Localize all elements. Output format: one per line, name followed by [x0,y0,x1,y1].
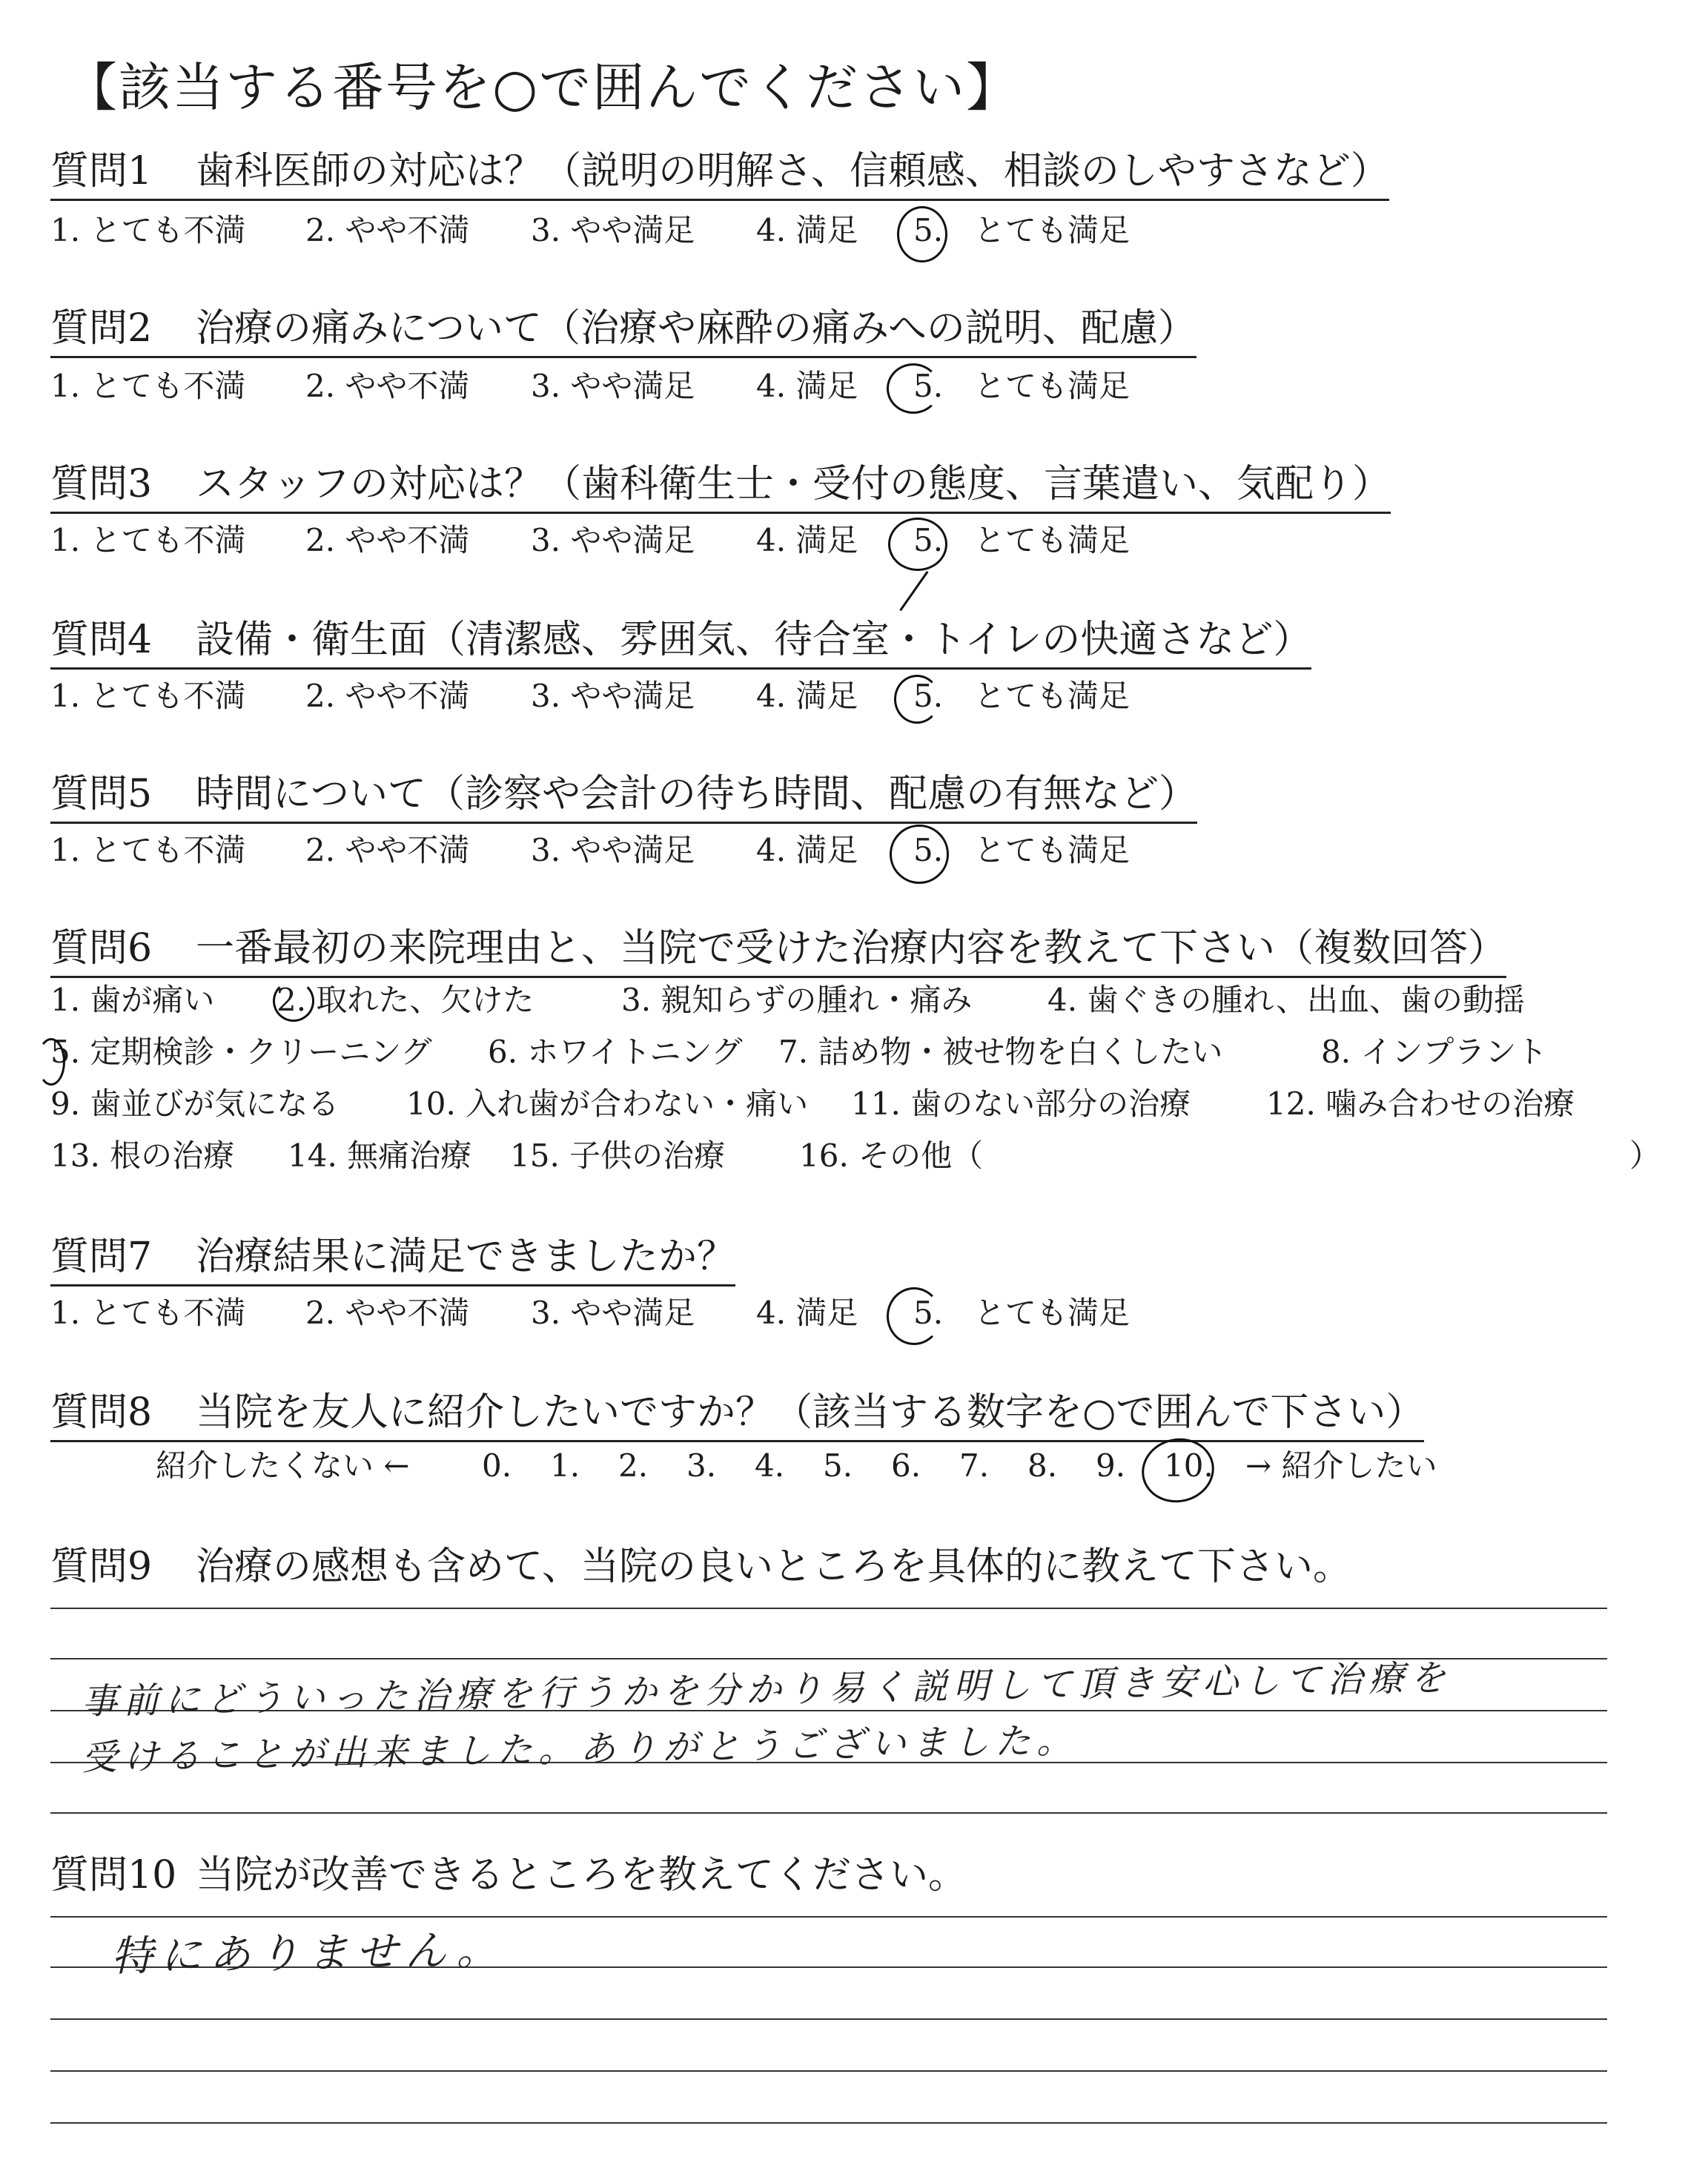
option-5-label: とても満足 [974,212,1131,248]
q10-handwritten-answer: 特にありません。 [110,1926,506,1981]
question-10 [50,1852,967,1903]
question-number: 質問8 [50,1390,153,1435]
option-5-label: とても満足 [974,678,1131,714]
q6-option-5[interactable]: 5. 定期検診・クリーニング [50,1034,432,1070]
option-1[interactable]: 1. とても不満 [50,368,246,404]
question-text: 一番最初の来院理由と、当院で受けた治療内容を教えて下さい（複数回答） [196,926,1507,971]
q6-option-11[interactable]: 11. 歯のない部分の治療 [851,1086,1191,1122]
question-3 [50,461,1391,514]
recommend-3[interactable]: 3. [686,1447,717,1484]
scale-options-q3 [50,521,1130,561]
q6-option-1[interactable]: 1. 歯が痛い [50,982,215,1018]
option-3[interactable]: 3. やや満足 [531,522,695,558]
scale-options-q7 [50,1293,1130,1333]
option-5[interactable]: 5. [913,832,944,868]
recommend-7[interactable]: 7. [959,1447,990,1484]
option-5-label: とても満足 [974,522,1131,558]
q6-option-6[interactable]: 6. ホワイトニング [488,1034,743,1070]
option-1[interactable]: 1. とても不満 [50,832,246,868]
q6-option-15[interactable]: 15. 子供の治療 [510,1137,726,1174]
q6-option-16[interactable]: 16. その他（ [799,1137,984,1174]
question-number: 質問4 [50,618,153,662]
option-1[interactable]: 1. とても不満 [50,212,246,248]
option-4[interactable]: 4. 満足 [756,522,858,558]
q9-handwritten-answer-line-1: 事前にどういった治療を行うかを分かり易く説明して頂き安心して治療を [81,1657,1452,1723]
question-text: 時間について（診察や会計の待ち時間、配慮の有無など） [196,772,1197,816]
question-number: 質問10 [50,1853,177,1898]
q6-option-16-close: ） [1629,1137,1661,1174]
option-5-label: とても満足 [974,832,1131,868]
answer-circle-q5 [890,825,949,884]
recommend-8[interactable]: 8. [1027,1447,1058,1484]
question-number: 質問5 [50,772,153,816]
question-1 [50,148,1389,201]
answer-circle-q8 [1136,1432,1220,1509]
question-number: 質問9 [50,1545,153,1589]
option-2[interactable]: 2. やや不満 [305,678,470,714]
question-number: 質問3 [50,462,153,506]
recommend-10[interactable]: 10. [1164,1447,1214,1484]
question-text: 治療の痛みについて（治療や麻酔の痛みへの説明、配慮） [196,306,1196,351]
q6-option-9[interactable]: 9. 歯並びが気になる [50,1086,340,1122]
recommend-5[interactable]: 5. [823,1447,853,1484]
q6-option-13[interactable]: 13. 根の治療 [50,1137,235,1174]
recommend-9[interactable]: 9. [1096,1447,1126,1484]
question-6 [50,925,1506,978]
q6-option-14[interactable]: 14. 無痛治療 [288,1137,472,1174]
question-text: 設備・衛生面（清潔感、雰囲気、待合室・トイレの快適さなど） [196,618,1312,662]
recommend-1[interactable]: 1. [550,1447,580,1484]
option-4[interactable]: 4. 満足 [756,368,858,404]
recommend-0[interactable]: 0. [482,1447,512,1484]
question-text: スタッフの対応は？（歯科衛生士・受付の態度、言葉遣い、気配り） [196,462,1391,506]
option-2[interactable]: 2. やや不満 [305,212,470,248]
option-5[interactable]: 5. [913,212,944,248]
question-2 [50,305,1196,358]
option-1[interactable]: 1. とても不満 [50,522,246,558]
answer-line [50,1916,1607,1918]
answer-circle-q1 [897,206,947,262]
q9-handwritten-answer-line-2: 受けることが出来ました。ありがとうございました。 [81,1720,1079,1779]
question-5 [50,771,1197,824]
q6-options-row-1 [50,980,1525,1020]
recommend-6[interactable]: 6. [891,1447,921,1484]
recommend-2[interactable]: 2. [618,1447,649,1484]
question-text: 治療の感想も含めて、当院の良いところを具体的に教えて下さい。 [196,1545,1351,1589]
option-1[interactable]: 1. とても不満 [50,1295,246,1331]
scale-options-q2 [50,366,1130,406]
answer-line [50,2122,1607,2124]
q6-options-row-2 [50,1032,1547,1072]
option-5-label: とても満足 [974,368,1131,404]
question-number: 質問7 [50,1235,153,1279]
q6-option-3[interactable]: 3. 親知らずの腫れ・痛み [621,982,973,1018]
question-number: 質問1 [50,149,153,194]
q6-option-2[interactable]: 2. 取れた、欠けた [277,982,534,1018]
answer-circle-q7 [887,1287,941,1345]
answer-circle-q3 [888,518,947,571]
option-3[interactable]: 3. やや満足 [531,212,695,248]
question-number: 質問6 [50,926,153,971]
option-2[interactable]: 2. やや不満 [305,832,470,868]
q6-options-row-3 [50,1084,1575,1124]
option-3[interactable]: 3. やや満足 [531,678,695,714]
question-number: 質問2 [50,306,153,351]
option-2[interactable]: 2. やや不満 [305,522,470,558]
question-text: 治療結果に満足できましたか？ [196,1235,736,1279]
q6-option-7[interactable]: 7. 詰め物・被せ物を白くしたい [778,1034,1223,1070]
answer-line [50,1812,1607,1814]
option-3[interactable]: 3. やや満足 [531,832,695,868]
answer-circle-q6-5 [37,1038,65,1086]
answer-circle-q4 [894,675,940,724]
scale-options-q1 [50,211,1130,251]
option-3[interactable]: 3. やや満足 [531,1295,695,1331]
recommend-scale [156,1446,1437,1486]
option-5[interactable]: 5. [913,678,944,714]
option-4[interactable]: 4. 満足 [756,832,858,868]
option-5[interactable]: 5. [913,1295,944,1331]
option-5[interactable]: 5. [913,368,944,404]
option-3[interactable]: 3. やや満足 [531,368,695,404]
q6-option-4[interactable]: 4. 歯ぐきの腫れ、出血、歯の動揺 [1047,982,1525,1018]
recommend-scale-right-label: → 紹介したい [1245,1447,1437,1484]
pen-stroke [899,571,928,611]
page-title: 【該当する番号を○で囲んでください】 [65,57,1020,118]
question-text: 歯科医師の対応は？（説明の明解さ、信頼感、相談のしやすさなど） [196,149,1389,194]
answer-circle-q2 [887,363,940,414]
option-5[interactable]: 5. [913,522,944,558]
recommend-numbers [482,1446,1245,1486]
question-text: 当院を友人に紹介したいですか？（該当する数字を○で囲んで下さい） [196,1390,1425,1435]
scale-options-q5 [50,830,1130,871]
q6-option-12[interactable]: 12. 噛み合わせの治療 [1266,1086,1575,1122]
question-7 [50,1234,735,1287]
answer-line [50,2070,1607,2072]
scale-options-q4 [50,676,1130,716]
option-4[interactable]: 4. 満足 [756,678,858,714]
answer-line [50,2018,1607,2020]
recommend-4[interactable]: 4. [755,1447,785,1484]
q6-options-row-4 [50,1136,1661,1176]
question-4 [50,617,1311,670]
answer-circle-q6-2 [273,980,314,1022]
question-8 [50,1390,1424,1442]
option-4[interactable]: 4. 満足 [756,212,858,248]
option-5-label: とても満足 [974,1295,1131,1331]
question-text: 当院が改善できるところを教えてください。 [196,1853,967,1898]
question-9 [50,1544,1351,1594]
recommend-scale-left-label: 紹介したくない ← [156,1447,410,1484]
option-2[interactable]: 2. やや不満 [305,368,470,404]
option-2[interactable]: 2. やや不満 [305,1295,470,1331]
option-1[interactable]: 1. とても不満 [50,678,246,714]
q6-option-8[interactable]: 8. インプラント [1321,1034,1548,1070]
option-4[interactable]: 4. 満足 [756,1295,858,1331]
answer-line [50,1608,1607,1609]
q6-option-10[interactable]: 10. 入れ歯が合わない・痛い [406,1086,809,1122]
